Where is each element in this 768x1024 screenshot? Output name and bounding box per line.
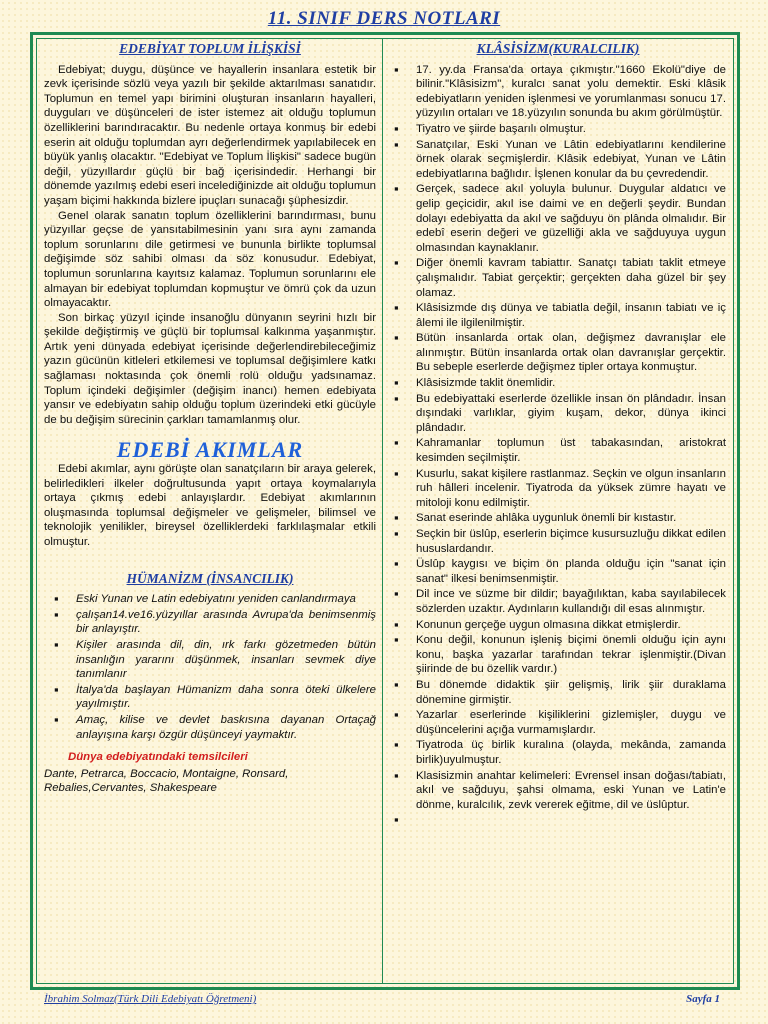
list-item: ▪ Klâsisizmde dış dünya ve tabiatla değil, insanın tabiatı ve iç âlemi ile ilgilenilmiştir. [390, 301, 726, 330]
list-item: ▪ Bu dönemde didaktik şiir gelişmiş, lirik şiir duraklama dönemine girmiştir. [390, 678, 726, 707]
list-item: ▪ Konu değil, konunun işleniş biçimi önemli olduğu için aynı konu, başka yazarlar tarafından tekrar işlenmiştir.(Divan şiirinde de bu özellik vardır.) [390, 633, 726, 677]
section-title-klasisizm: KLÂSİSİZM(KURALCILIK) [476, 41, 640, 56]
klasisizm-list [390, 63, 726, 813]
list-item: ▪ Sanat eserinde ahlâka uygunluk önemli bir kıstastır. [390, 511, 726, 526]
list-item: ▪ Diğer önemli kavram tabiattır. Sanatçı tabiatı taklit etmeye çalışmalıdır. Tabiat gerçektir; gerçekten daha güzel bir şey olamaz. [390, 256, 726, 300]
list-item: ▪ Kahramanlar toplumun üst tabakasından, aristokrat kesimden seçilmiştir. [390, 436, 726, 465]
section-title-edebiyat-toplum: EDEBİYAT TOPLUM İLİŞKİSİ [119, 41, 301, 56]
paragraph-3: Son birkaç yüzyıl içinde insanoğlu dünyanın seyrini hızlı bir şekilde değiştirmiş ve güçlü bir toplumsal kalkınma yaşanmıştır. Artık yeni dünyada edebiyat içerisinde değerlendirebileceğimiz yazın gücünün kitleleri etkilemesi ve toplumsal değişimlere katkı sağlaması noktasında çok önemli rolü olduğu yadsınamaz. Toplum içindeki değişimler (değişim inancı) hemen edebiyata yansır ve edebiyatın sahip olduğu toplum üzerindeki etki gücüyle de bu değişim sürecinin çarkları tamamlanmış olur. [44, 311, 376, 426]
paragraph-4: Edebi akımlar, aynı görüşte olan sanatçıların bir araya gelerek, belirledikleri ilkeler doğrultusunda yapıt ortaya koymalarıyla ortaya çıkmış edebi anlayışlardır. Edebiyat akımlarının oluşmasında toplumsal değişmeler ve gelişmeler, bilimsel ve teknolojik yenilikler, bireysel özelliklerdeki farklılaşmalar etkili olmuştur. [44, 463, 376, 548]
left-column [44, 40, 376, 796]
right-column [390, 40, 726, 813]
section-title-edebi-akimlar: EDEBİ AKIMLAR [116, 437, 304, 463]
paragraph-1: Edebiyat; duygu, düşünce ve hayallerin insanlara estetik bir zevk içerisinde sözlü veya yazılı bir şekilde aktarılması sanatıdır. Toplumun en temel yapı birimini oluşturan insanların hayalleri, duyguları ve düşünceleri de ister istemez ait olduğu toplumun özelliklerini barındıracaktır. Bu nedenle ortaya konmuş bir edebi eserin ait olduğu toplumdan ayrı değerlendirmek yapılabilecek en büyük yanlış olacaktır. "Edebiyat ve Toplum İlişkisi" sadece bugün değil, yüzyıllardır güçlü bir bağ içerisindedir. Herhangi bir dönemde yazılmış edebi eseri incelediğinizde ait olduğu toplumun yaşam biçimi hakkında bizlere ipuçları sunacağı şüphesizdir. [44, 63, 376, 207]
list-item: ▪ Bütün insanlarda ortak olan, değişmez davranışlar ele alınmıştır. Bütün insanlarda ortak olan davranışlar gerçektir. Bu sebeple eserlerde değişmez tipler ortaya konmuştur. [390, 331, 726, 375]
list-item: ▪ İtalya'da başlayan Hümanizm daha sonra öteki ülkelere yayılmıştır. [50, 683, 376, 712]
footer-author: İbrahim Solmaz(Türk Dili Edebiyatı Öğretmeni) [44, 993, 257, 1005]
list-item: ▪ Yazarlar eserlerinde kişiliklerini gizlemişler, duygu ve düşüncelerini açığa vurmamışlardır. [390, 708, 726, 737]
list-item: ▪ Klasisizmin anahtar kelimeleri: Evrensel insan doğası/tabiatı, akıl ve sağduyu, şahsi olmama, eski Yunan ve Latin'e dönme, kuralcılık, zevk vererek eğitme, dil ve üslûptur. [390, 769, 726, 813]
column-divider [382, 38, 383, 984]
list-item: ▪ Konunun gerçeğe uygun olmasına dikkat etmişlerdir. [390, 618, 726, 633]
list-item: ▪ Kişiler arasında dil, din, ırk farkı gözetmeden bütün insanlığın yararını düşünmek, insanları sevmek diye tanımlanır [50, 638, 376, 682]
representatives-heading: Dünya edebiyatındaki temsilcileri [68, 751, 248, 764]
page-title: 11. SINIF DERS NOTLARI [267, 8, 501, 29]
footer-page-number: Sayfa 1 [686, 993, 720, 1005]
humanism-list [50, 592, 376, 742]
representatives-list: Dante, Petrarca, Boccacio, Montaigne, Ronsard, Rebalies,Cervantes, Shakespeare [44, 767, 289, 795]
paragraph-2: Genel olarak sanatın toplum özelliklerini barındırması, bunu yüzyıllar geçse de yansıtabilmesinin yanı sıra aynı zamanda toplum sorunlarını dile getirmesi ve bununla birlikte toplumsal değişimde söz sahibi olması da söz konusudur. Edebiyat, toplumun sorunlarına kayıtsız kalamaz. Toplumun sorunlarını ele almayan bir edebiyat toplumdan kopmuştur ve ömrü çok da uzun olmayacaktır. [44, 209, 376, 310]
list-item: ▪ çalışan14.ve16.yüzyıllar arasında Avrupa'da benimsenmiş bir anlayıştır. [50, 608, 376, 637]
list-item: ▪ Üslûp kaygısı ve biçim ön planda olduğu için "sanat için sanat" ilkesi benimsenmiştir. [390, 557, 726, 586]
list-item: ▪ Tiyatroda üç birlik kuralına (olayda, mekânda, zamanda birlik)uyulmuştur. [390, 738, 726, 767]
list-item: ▪ Amaç, kilise ve devlet baskısına dayanan Ortaçağ anlayışına karşı özgür düşünceyi yaymaktır. [50, 713, 376, 742]
list-item: ▪ Gerçek, sadece akıl yoluyla bulunur. Duygular aldatıcı ve gelip geçicidir, akıl ise daimi ve en değerli şeydir. Bundan dolayı edebiyatta da akıl ve sağduyu ön plânda olmalıdır. Bir edebî eserin değeri ve güzelliği akla ve sağduyuya uygun olmasından kaynaklanır. [390, 182, 726, 255]
list-item: ▪ 17. yy.da Fransa'da ortaya çıkmıştır."1660 Ekolü"diye de bilinir."Klâsisizm", kuralcı sanat yolu demektir. Eski klâsik edebiyatların yeniden işlenmesi ve yorumlanması sonucu 17. yüzyılın ortaları ve 18.yüzyılın sonunda bu akım görülmüştür. [390, 63, 726, 121]
list-item: ▪ Kusurlu, sakat kişilere rastlanmaz. Seçkin ve olgun insanların ruh hâlleri incelenir. Tiyatroda da yüksek zümre hayatı ve mitoloji konu edilmiştir. [390, 467, 726, 511]
section-title-humanizm: HÜMANİZM (İNSANCILIK) [126, 570, 294, 586]
list-item: ▪ Dil ince ve süzme bir dildir; bayağılıktan, kaba sayılabilecek sözlerden uzaktır. Aydınların kullandığı dil esas alınmıştır. [390, 587, 726, 616]
list-item: ▪ Sanatçılar, Eski Yunan ve Lâtin edebiyatlarını kendilerine örnek olarak seçmişlerdir. Klâsik edebiyat, Yunan ve Lâtin edebiyatlarına bağlıdır. İşlenen konular da bu çevredendir. [390, 138, 726, 182]
list-item: ▪ Tiyatro ve şiirde başarılı olmuştur. [390, 122, 726, 137]
list-item: ▪ Bu edebiyattaki eserlerde özellikle insan ön plândadır. İnsan dışındaki varlıklar, giyim kuşam, dekor, dünya ikinci plândadır. [390, 392, 726, 436]
list-item: ▪ Eski Yunan ve Latin edebiyatını yeniden canlandırmaya [50, 592, 376, 607]
list-item: ▪ Klâsisizmde taklit önemlidir. [390, 376, 726, 391]
list-item: ▪ Seçkin bir üslûp, eserlerin biçimce kusursuzluğu dikkat edilen hususlardandır. [390, 527, 726, 556]
